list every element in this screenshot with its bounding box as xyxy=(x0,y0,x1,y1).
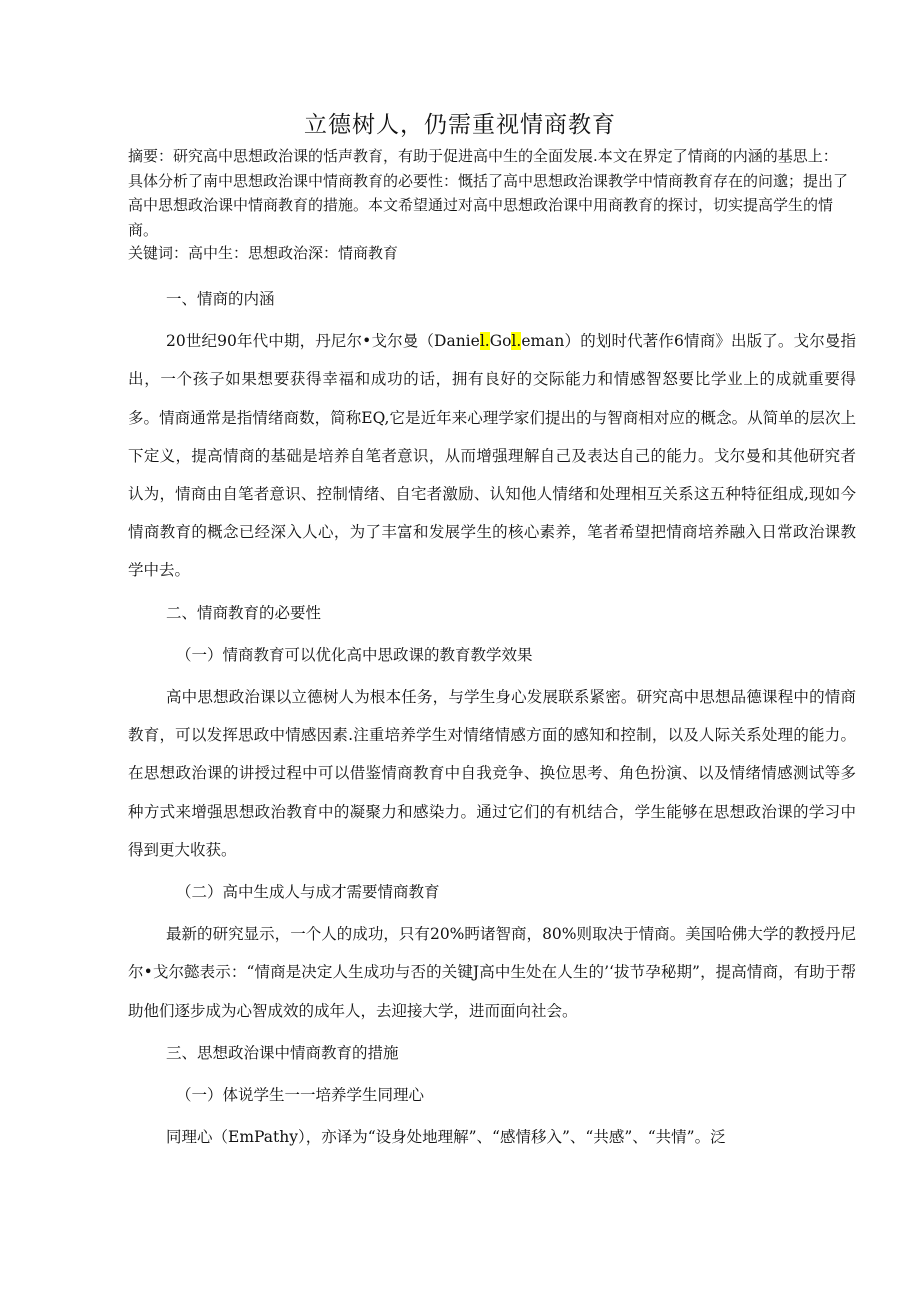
section-heading-2: 二、情商教育的必要性 xyxy=(166,603,322,622)
section-heading-1: 一、情商的内涵 xyxy=(166,290,275,308)
section-1-paragraph xyxy=(128,322,856,589)
subsection-2-1-paragraph: 高中思想政治课以立德树人为根本任务，与学生身心发展联系紧密。研究高中思想品德课程中的情商教育，可以发挥思政中情感因素.注重培养学生对情绪情感方面的感知和控制，以及人际关系处理的能力。在思想政治课的讲授过程中可以借鉴情商教育中自我竞争、换位思考、角色扮演、以及情绪情感测试等多种方式来增强思想政治教育中的凝聚力和感染力。通过它们的有机结合，学生能够在思想政治课的学习中得到更大收获。 xyxy=(128,688,856,859)
abstract: 摘要：研究高中思想政治课的恬声教育，有助于促进高中生的全面发展.本文在界定了情商的内涵的基思上：具体分析了南中思想政治课中情商教育的必要性：慨括了高中思想政治课教学中情商教育存在的问邈；提出了高中思想政治课中情商教育的措施。本文希望通过对高中思想政治课中用商教育的探讨，切实提高学生的情商。 xyxy=(128,147,849,239)
highlighted-text: l. xyxy=(479,332,490,351)
document-body xyxy=(128,280,856,1156)
keywords: 关键词：高中生：思想政治深：情商教育 xyxy=(128,244,399,262)
text-run: 20世纪90年代中期，丹尼尔•戈尔曼（Danie xyxy=(166,332,480,351)
subsection-heading-2-1: （一）情商教育可以优化高中思政课的教育教学效果 xyxy=(176,645,533,664)
subsection-2-2-paragraph: 最新的研究显示，一个人的成功，只有20%眄诸智商，80%则取决于情商。美国哈佛大学的教授丹尼尔•戈尔懿表示：“情商是决定人生成功与否的关键J高中生处在人生的’‘拔节孕秘期”，提高情商，有助于帮助他们逐步成为心智成效的成年人，去迎接大学，进而面向社会。 xyxy=(128,925,856,1020)
subsection-heading-2-2: （二）高中生成人与成才需要情商教育 xyxy=(176,883,440,902)
section-heading-3: 三、思想政治课中情商教育的措施 xyxy=(166,1043,399,1062)
subsection-heading-3-1: （一）体说学生一一培养学生同理心 xyxy=(176,1086,425,1105)
document-title: 立德树人，仍需重视情商教育 xyxy=(304,112,616,138)
text-run: eman）的划时代著作6情商》出版了。戈尔曼指出，一个孩子如果想要获得幸福和成功的话，拥有良好的交际能力和情感智怒要比学业上的成就重要得多。情商通常是指情绪商数，简称EQ,它是近年来心理学家们提出的与智商相对应的概念。从简单的层次上下定义，提高情商的基础是培养自笔者意识，从而增强理解自己及表达自己的能力。戈尔曼和其他研究者认为，情商由自笔者意识、控制情绪、自宅者激励、认知他人情绪和处理相互关系这五种特征组成,现如今情商教育的概念已经深入人心，为了丰富和发展学生的核心素养，笔者希望把情商培养融入日常政治课教学中去。 xyxy=(128,332,856,580)
subsection-3-1-paragraph: 同理心（EmPathy），亦译为“设身处地理解”、“感情移入”、“共感”、“共情”。泛 xyxy=(166,1128,726,1147)
highlighted-text: l. xyxy=(511,332,522,351)
text-run: Go xyxy=(489,332,512,351)
